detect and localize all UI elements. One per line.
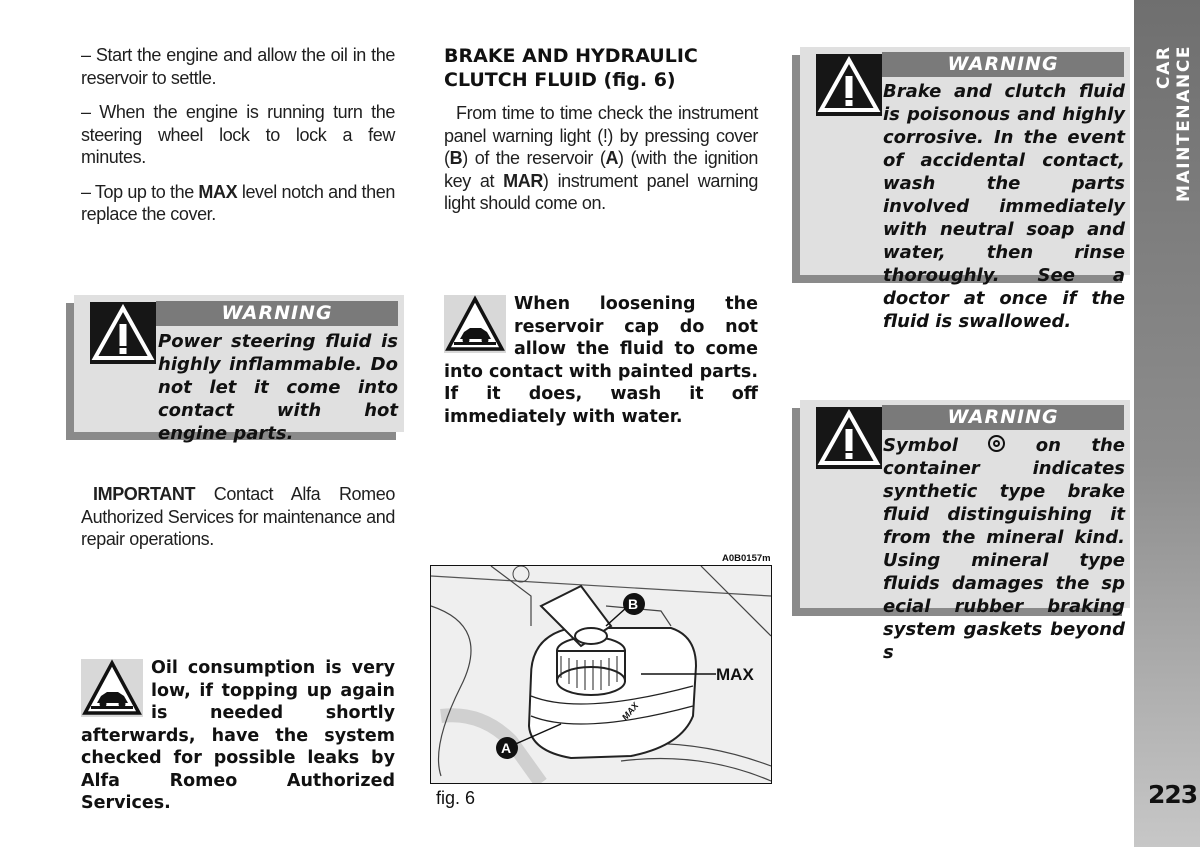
- chapter-sidebar: [1134, 0, 1200, 847]
- figure-label-b: B: [628, 596, 639, 612]
- warning-text: Power steering fluid is highly inflammable. Do not let it come into contact with hot engine parts.: [158, 331, 398, 444]
- warning-heading: WARNING: [882, 405, 1124, 430]
- warning-synthetic-fluid: [800, 400, 1130, 663]
- max-keyword: MAX: [198, 181, 238, 202]
- warning-text: Symbol on the container indicates synthetic type brake fluid distinguishing it from the mineral kind. Using mineral type fluids damages the sp ecial rubber braking system gaskets beyond s: [883, 435, 1125, 663]
- important-note: IMPORTANT Contact Alfa Romeo Authorized Services for maintenance and repair operations.: [81, 484, 395, 549]
- figure-label-max: MAX: [716, 665, 754, 684]
- brake-warning-light-icon: (!): [597, 125, 614, 146]
- figure-code: A0B0157m: [722, 553, 771, 564]
- figure-label-a: A: [501, 740, 512, 756]
- step-steering-lock: – When the engine is running turn the steering wheel lock to lock a few minutes.: [81, 102, 395, 167]
- reservoir-illustration: [430, 565, 772, 784]
- synthetic-fluid-symbol-icon: [988, 435, 1005, 452]
- warning-heading: WARNING: [156, 301, 398, 326]
- step-start-engine: – Start the engine and allow the oil in the reservoir to settle.: [81, 45, 395, 88]
- step-top-up: – Top up to the MAX level notch and then replace the cover.: [81, 181, 395, 224]
- figure-caption: fig. 6: [436, 788, 476, 808]
- warning-text: Brake and clutch fluid is poisonous and highly corrosive. In the event of accidental contact, wash the parts involved immediately with neutral soap and water, then rinse thoroughly. See a doctor at once if the fluid is swallowed.: [883, 81, 1125, 332]
- section-heading: BRAKE AND HYDRAULIC CLUTCH FLUID (fig. 6): [444, 45, 698, 91]
- warning-power-steering: [74, 295, 404, 444]
- important-label: IMPORTANT: [93, 484, 196, 504]
- topping-up-steps: [81, 44, 395, 238]
- car-caution-icon: [81, 659, 143, 717]
- car-caution-icon: [444, 295, 506, 353]
- warning-brake-fluid-poison: [800, 47, 1130, 332]
- warning-heading: WARNING: [882, 52, 1124, 77]
- caution-painted-parts: When loosening the reservoir cap do not allow the fluid to come into contact with painted parts. If it does, wash it off immediately with water.: [444, 294, 758, 427]
- max-level-mark: MAX: [619, 700, 641, 723]
- brake-fluid-paragraph: From time to time check the instrument panel warning light (!) by pressing cover (B) of the reservoir (A) (with the ignition key at MAR) instrument panel warning light should come on.: [444, 103, 758, 213]
- chapter-title: CAR MAINTENANCE: [1154, 45, 1194, 203]
- caution-oil-consumption: Oil consumption is very low, if topping up again is needed shortly afterwards, have the system checked for possible leaks by Alfa Romeo Authorized Services.: [81, 658, 395, 813]
- page-number: 223: [1148, 780, 1198, 809]
